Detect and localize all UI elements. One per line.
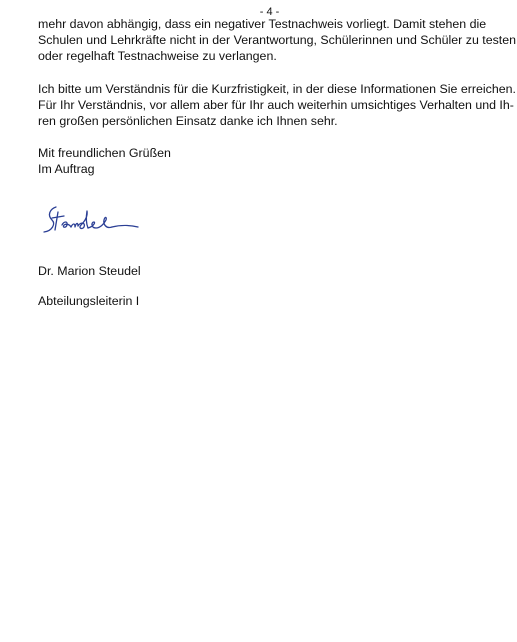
paragraph-line: Schulen und Lehrkräfte nicht in der Verantwortung, Schülerinnen und Schüler zu testen [38, 33, 517, 47]
on-behalf-note: Im Auftrag [38, 162, 95, 176]
body-paragraph-1 [38, 16, 517, 64]
paragraph-line: Für Ihr Verständnis, vor allem aber für Ihr auch weiterhin umsichtiges Verhalten und Ih- [38, 98, 514, 112]
signatory-name: Dr. Marion Steudel [38, 264, 141, 278]
closing-greeting: Mit freundlichen Grüßen [38, 146, 171, 160]
handwritten-signature [40, 203, 144, 239]
page-number: - 4 - [259, 6, 280, 18]
paragraph-line: mehr davon abhängig, dass ein negativer Testnachweis vorliegt. Damit stehen die [38, 17, 487, 31]
body-paragraph-2 [38, 81, 516, 129]
signatory-title: Abteilungsleiterin I [38, 294, 140, 308]
paragraph-line: ren großen persönlichen Einsatz danke ich Ihnen sehr. [38, 114, 338, 128]
closing-block [38, 145, 508, 177]
paragraph-line: Ich bitte um Verständnis für die Kurzfristigkeit, in der diese Informationen Sie erreichen. [38, 82, 516, 96]
paragraph-line: oder regelhaft Testnachweise zu verlangen. [38, 49, 277, 63]
signature-strokes [44, 207, 138, 232]
